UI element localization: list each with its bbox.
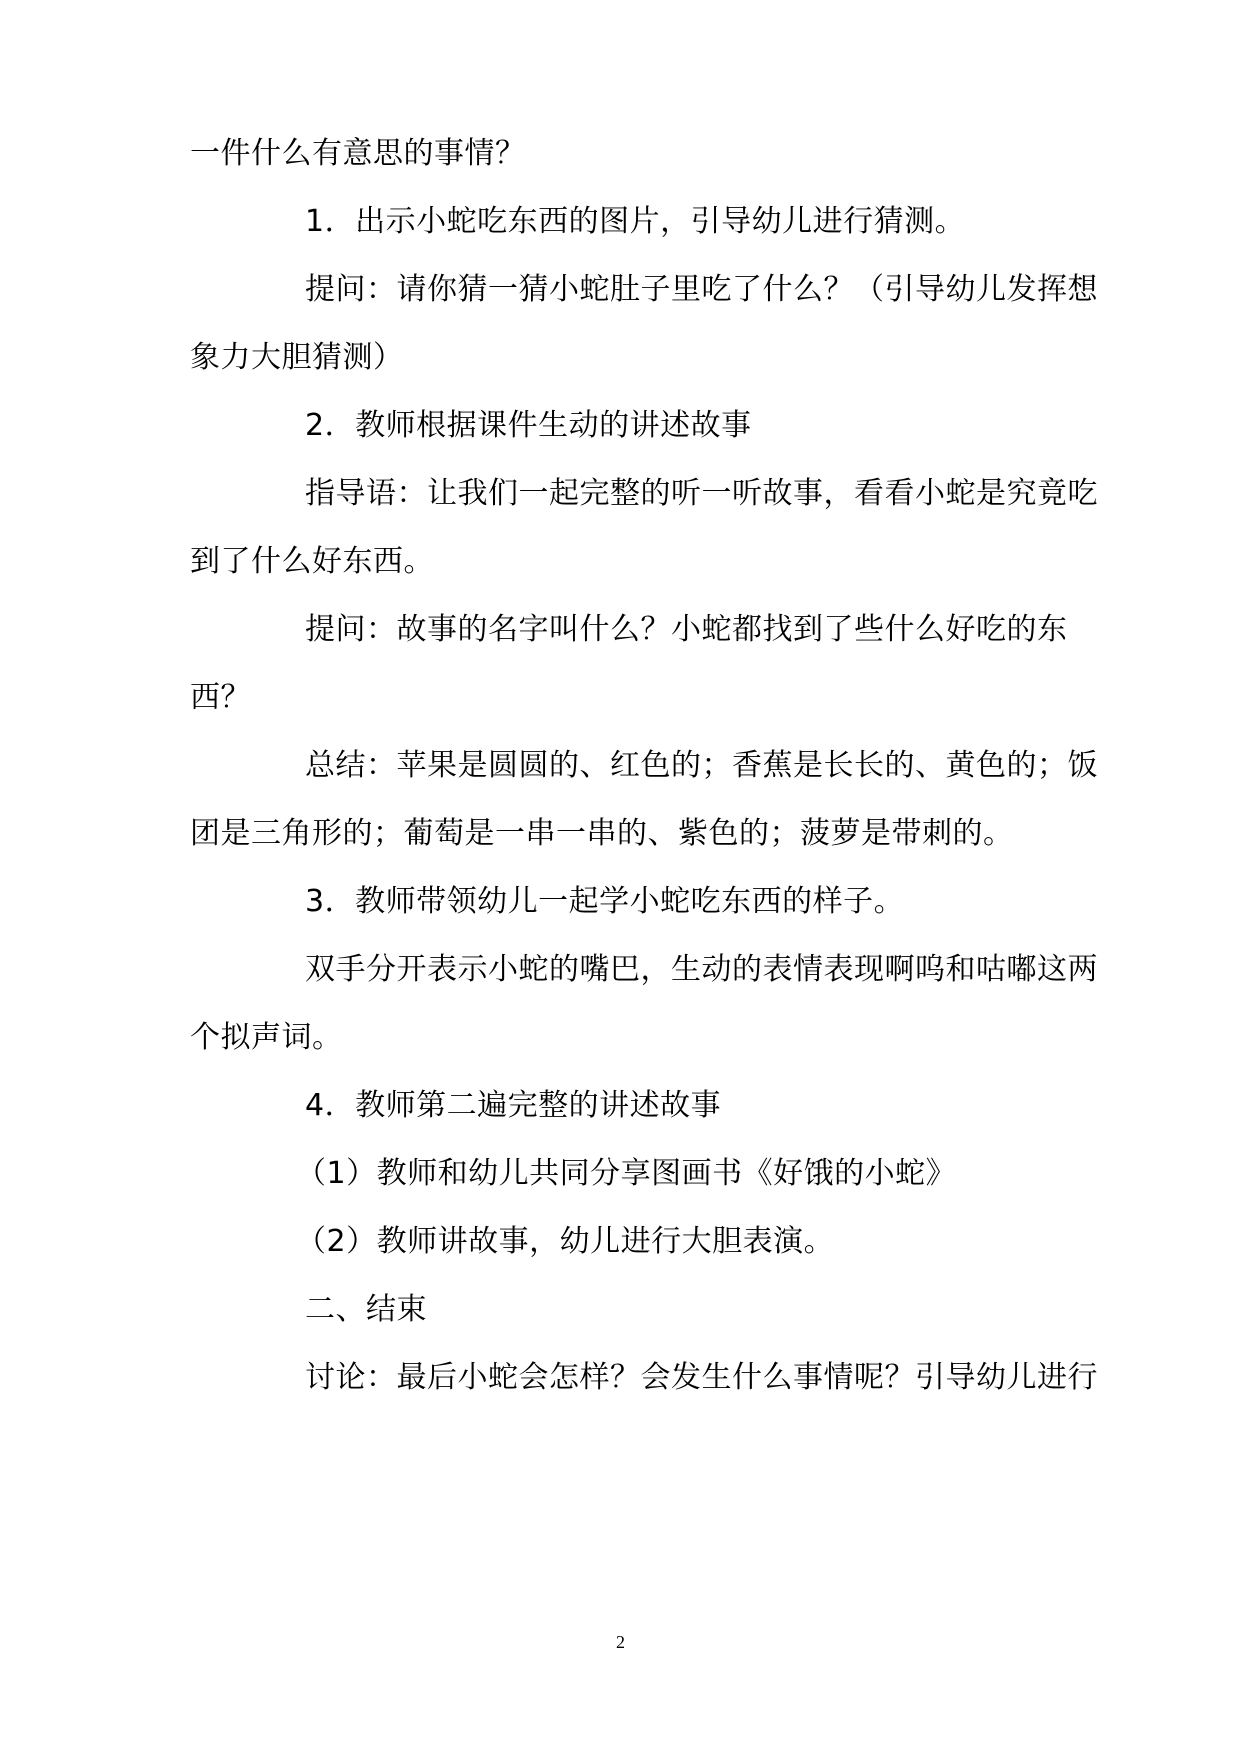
text-line-15: 4．教师第二遍完整的讲述故事 xyxy=(305,1088,722,1123)
text-line-7: 到了什么好东西。 xyxy=(190,544,434,579)
text-line-1: 一件什么有意思的事情？ xyxy=(190,136,526,171)
text-line-8: 提问：故事的名字叫什么？小蛇都找到了些什么好吃的东 xyxy=(305,612,1068,647)
text-line-5: 2．教师根据课件生动的讲述故事 xyxy=(305,408,752,443)
text-line-2: 1．出示小蛇吃东西的图片，引导幼儿进行猜测。 xyxy=(305,204,966,239)
section-heading: 二、结束 xyxy=(305,1292,427,1327)
text-line-9: 西？ xyxy=(190,680,251,715)
text-line-13: 双手分开表示小蛇的嘴巴，生动的表情表现啊呜和咕嘟这两 xyxy=(305,952,1098,987)
text-line-4: 象力大胆猜测） xyxy=(190,340,404,375)
text-line-3: 提问：请你猜一猜小蛇肚子里吃了什么？（引导幼儿发挥想 xyxy=(305,272,1098,307)
text-line-16: （1）教师和幼儿共同分享图画书《好饿的小蛇》 xyxy=(296,1156,957,1191)
text-line-19: 讨论：最后小蛇会怎样？会发生什么事情呢？引导幼儿进行 xyxy=(305,1360,1098,1395)
text-line-6: 指导语：让我们一起完整的听一听故事，看看小蛇是究竟吃 xyxy=(305,476,1098,511)
text-line-14: 个拟声词。 xyxy=(190,1020,343,1055)
text-line-12: 3．教师带领幼儿一起学小蛇吃东西的样子。 xyxy=(305,884,905,919)
text-line-17: （2）教师讲故事，幼儿进行大胆表演。 xyxy=(296,1224,835,1259)
page-number: 2 xyxy=(616,1632,625,1652)
text-line-10: 总结：苹果是圆圆的、红色的；香蕉是长长的、黄色的；饭 xyxy=(305,748,1098,783)
text-line-11: 团是三角形的；葡萄是一串一串的、紫色的；菠萝是带刺的。 xyxy=(190,816,1014,851)
